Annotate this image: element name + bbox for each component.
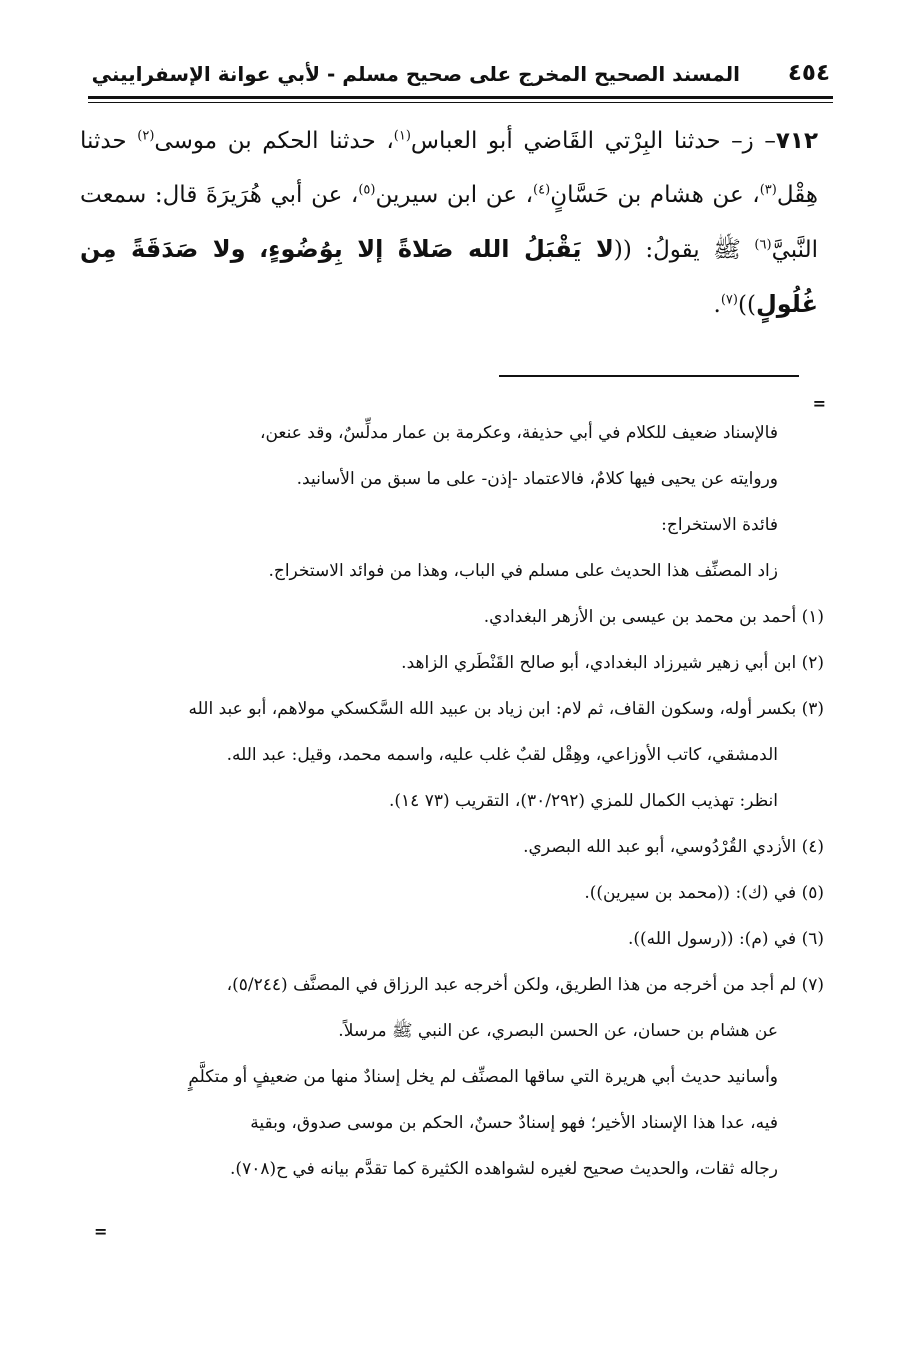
hadith-matn-1: لا يَقْبَلُ الله صَلاةً إلا بِوُضُوءٍ، <box>259 235 614 263</box>
hadith-number: ٧١٢ <box>775 128 819 154</box>
footnote-line: زاد المصنِّف هذا الحديث على مسلم في الباب، وهذا من فوائد الاستخراج. <box>268 561 778 581</box>
page-number: ٤٥٤ <box>787 60 830 86</box>
footnote-ref: (٥) <box>358 182 376 198</box>
footnote-line: فائدة الاستخراج: <box>661 515 778 535</box>
hadith-chain-1b: ، حدثنا الحكم بن <box>227 128 394 154</box>
footnote-3-cont: الدمشقي، كاتب الأوزاعي، وهِقْل لقبٌ غلب عليه، واسمه محمد، وقيل: عبد الله. <box>226 745 778 765</box>
hadith-chain-3b: ﷺ يقولُ: (( <box>613 237 755 263</box>
hadith-end: . <box>713 292 721 318</box>
footnote-ref: (١) <box>393 128 411 144</box>
footnote-7-cont: وأسانيد حديث أبي هريرة التي ساقها المصنِّف لم يخل إسنادٌ منها من ضعيفٍ أو متكلَّمٍ <box>188 1067 778 1087</box>
footnote-line: وروايته عن يحيى فيها كلامٌ، فالاعتماد -إذن- على ما سبق من الأسانيد. <box>296 469 778 489</box>
footnote-ref: (٦) <box>754 237 772 253</box>
hadith-matn-2: ولا صَدَقَةً مِن غُلُولٍ <box>80 235 818 318</box>
header-rule-thick <box>88 96 833 99</box>
hadith-chain-2b: حدثنا هِقْل <box>80 128 819 208</box>
footnote-separator <box>499 375 799 377</box>
running-header <box>91 60 830 96</box>
footnote-ref: (٣) <box>759 182 777 198</box>
hadith-quote-close: )) <box>737 292 756 318</box>
footnote-7-cont: فيه، عدا هذا الإسناد الأخير؛ فهو إسنادٌ حسنٌ، الحكم بن موسى صدوق، وبقية <box>250 1113 778 1133</box>
footnote-ref: (٤) <box>533 182 551 198</box>
header-rule-thin <box>88 102 833 103</box>
footnote-3: (٣) بكسر أوله، وسكون القاف، ثم لام: ابن زياد بن عبيد الله السَّكسكي مولاهم، أبو عبد الله <box>188 699 824 719</box>
footnote-7-cont: رجاله ثقات، والحديث صحيح لغيره لشواهده الكثيرة كما تقدَّم بيانه في ح(٧٠٨). <box>230 1159 778 1179</box>
hadith-chain-2e: ، عن <box>311 182 359 208</box>
footnote-6: (٦) في (م): ((رسول الله)). <box>627 929 824 949</box>
hadith-chain-2d: ، عن ابن سيرين <box>375 182 534 208</box>
footnote-7-cont: عن هشام بن حسان، عن الحسن البصري، عن النبي ﷺ مرسلاً. <box>338 1021 778 1041</box>
hadith-text <box>80 114 818 332</box>
running-title: المسند الصحيح المخرج على صحيح مسلم - لأبي عوانة الإسفراييني <box>91 62 740 86</box>
hadith-chain-2c: ، عن هشام بن حَسَّانٍ <box>550 182 760 208</box>
footnote-4: (٤) الأزدي القُرْدُوسي، أبو عبد الله البصري. <box>523 837 824 857</box>
footnote-5: (٥) في (ك): ((محمد بن سيرين)). <box>584 883 824 903</box>
hadith-chain-1: – ز– حدثنا البِرْتي القَاضي أبو العباس <box>410 128 776 154</box>
continuation-marker-end: = <box>94 1222 108 1241</box>
footnote-1: (١) أحمد بن محمد بن عيسى بن الأزهر البغدادي. <box>483 607 824 627</box>
hadith-chain-2a: موسى <box>154 128 218 154</box>
footnote-ref: (٧) <box>720 292 738 308</box>
continuation-marker: = <box>812 394 826 413</box>
footnotes <box>86 410 824 1192</box>
footnote-3-ref: انظر: تهذيب الكمال للمزي (٣٠/٢٩٢)، التقريب (٧٣ ١٤). <box>388 791 778 811</box>
hadith-chain-3a: أبي هُرَيرَةَ قال: سمعت النَّبيَّ <box>80 182 819 263</box>
footnote-7: (٧) لم أجد من أخرجه من هذا الطريق، ولكن أخرجه عبد الرزاق في المصنَّف (٥/٢٤٤)، <box>226 975 824 995</box>
footnote-2: (٢) ابن أبي زهير شيرزاد البغدادي، أبو صالح القَنْطَري الزاهد. <box>401 653 824 673</box>
footnote-line: فالإسناد ضعيف للكلام في أبي حذيفة، وعكرمة بن عمار مدلِّسٌ، وقد عنعن، <box>260 423 778 443</box>
footnote-ref: (٢) <box>137 128 155 144</box>
